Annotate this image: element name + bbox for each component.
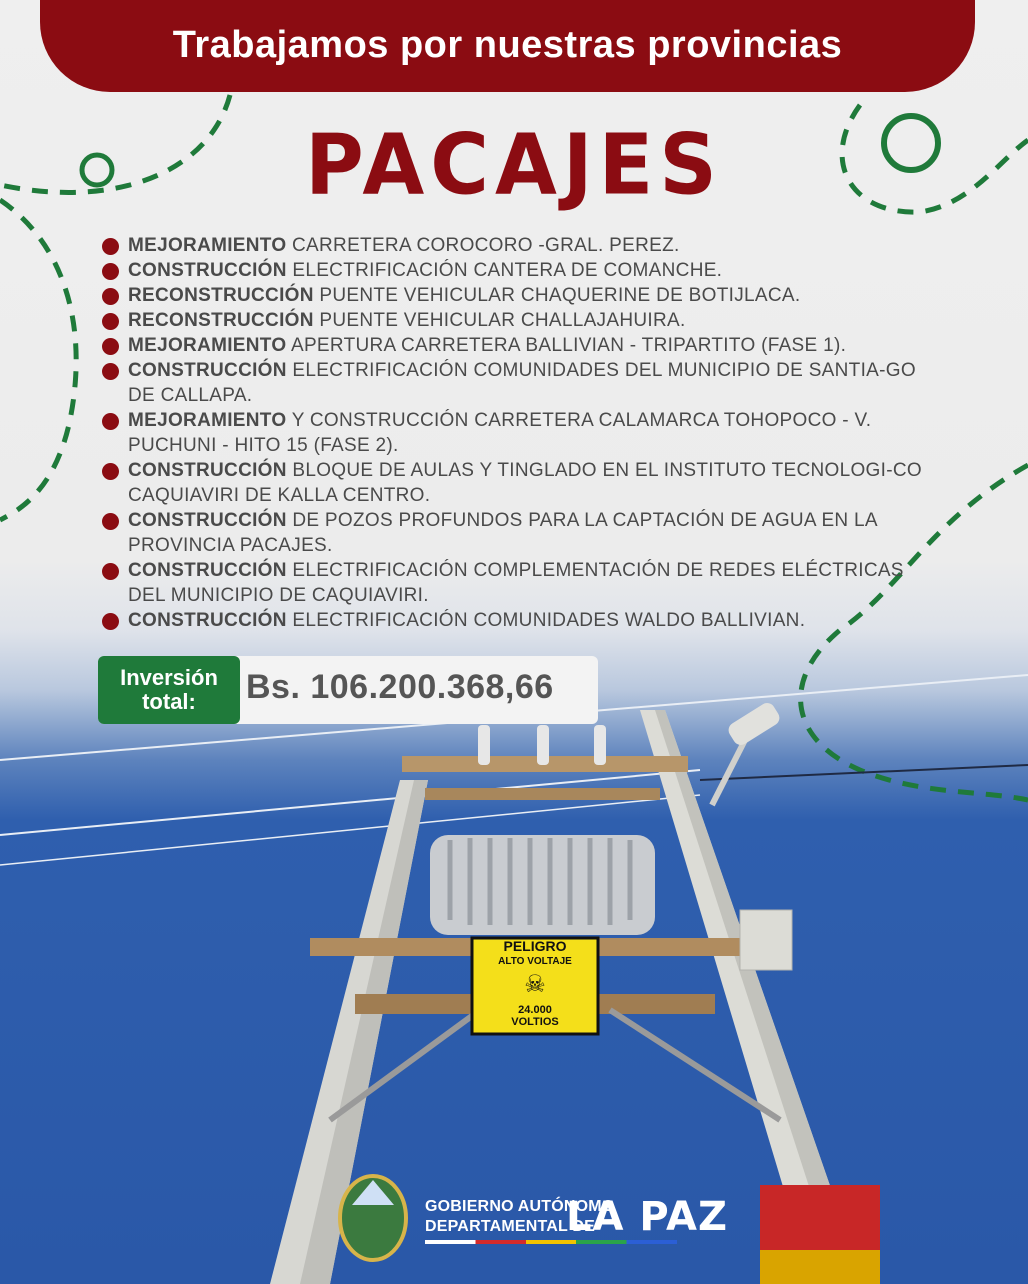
province-title: PACAJES [305, 115, 723, 214]
logo-city: LA PAZ [566, 1194, 728, 1240]
list-item: RECONSTRUCCIÓN PUENTE VEHICULAR CHAQUERINE DE BOTIJLACA. [100, 283, 930, 308]
sign-line4: VOLTIOS [511, 1016, 559, 1028]
list-item: CONSTRUCCIÓN DE POZOS PROFUNDOS PARA LA CAPTACIÓN DE AGUA EN LA PROVINCIA PACAJES. [100, 508, 930, 558]
list-item: CONSTRUCCIÓN ELECTRIFICACIÓN COMUNIDADES DEL MUNICIPIO DE SANTIA-GO DE CALLAPA. [100, 358, 930, 408]
list-item: CONSTRUCCIÓN BLOQUE DE AULAS Y TINGLADO EN EL INSTITUTO TECNOLOGI-CO CAQUIAVIRI DE KALLA CENTRO. [100, 458, 930, 508]
header-title: Trabajamos por nuestras provincias [172, 24, 843, 66]
skull-icon: ☠ [524, 970, 546, 998]
bullet-icon [102, 263, 119, 280]
list-item: CONSTRUCCIÓN ELECTRIFICACIÓN COMUNIDADES WALDO BALLIVIAN. [100, 608, 930, 633]
bullet-icon [102, 463, 119, 480]
sign-line2: ALTO VOLTAJE [498, 956, 572, 967]
bullet-icon [102, 563, 119, 580]
logo-line2: DEPARTAMENTAL DE [425, 1218, 596, 1235]
project-list [100, 233, 930, 633]
logo-stripe [425, 1240, 677, 1244]
bullet-icon [102, 288, 119, 305]
list-item: MEJORAMIENTO Y CONSTRUCCIÓN CARRETERA CALAMARCA TOHOPOCO - V. PUCHUNI - HITO 15 (FASE 2). [100, 408, 930, 458]
bullet-icon [102, 363, 119, 380]
list-item: MEJORAMIENTO CARRETERA COROCORO -GRAL. PEREZ. [100, 233, 930, 258]
bullet-icon [102, 513, 119, 530]
list-item: RECONSTRUCCIÓN PUENTE VEHICULAR CHALLAJAHUIRA. [100, 308, 930, 333]
logo-line1: GOBIERNO AUTÓNOMO [425, 1198, 615, 1215]
sign-line1: PELIGRO [503, 938, 567, 954]
list-item: CONSTRUCCIÓN ELECTRIFICACIÓN COMPLEMENTACIÓN DE REDES ELÉCTRICAS DEL MUNICIPIO DE CAQUIAVIRI. [100, 558, 930, 608]
bullet-icon [102, 413, 119, 430]
investment-label: Inversión total: [98, 656, 240, 724]
sign-line3: 24.000 [518, 1004, 552, 1016]
bullet-icon [102, 338, 119, 355]
bullet-icon [102, 313, 119, 330]
investment-amount: Bs. 106.200.368,66 [246, 668, 554, 706]
list-item: MEJORAMIENTO APERTURA CARRETERA BALLIVIAN - TRIPARTITO (FASE 1). [100, 333, 930, 358]
list-item: CONSTRUCCIÓN ELECTRIFICACIÓN CANTERA DE COMANCHE. [100, 258, 930, 283]
bullet-icon [102, 238, 119, 255]
